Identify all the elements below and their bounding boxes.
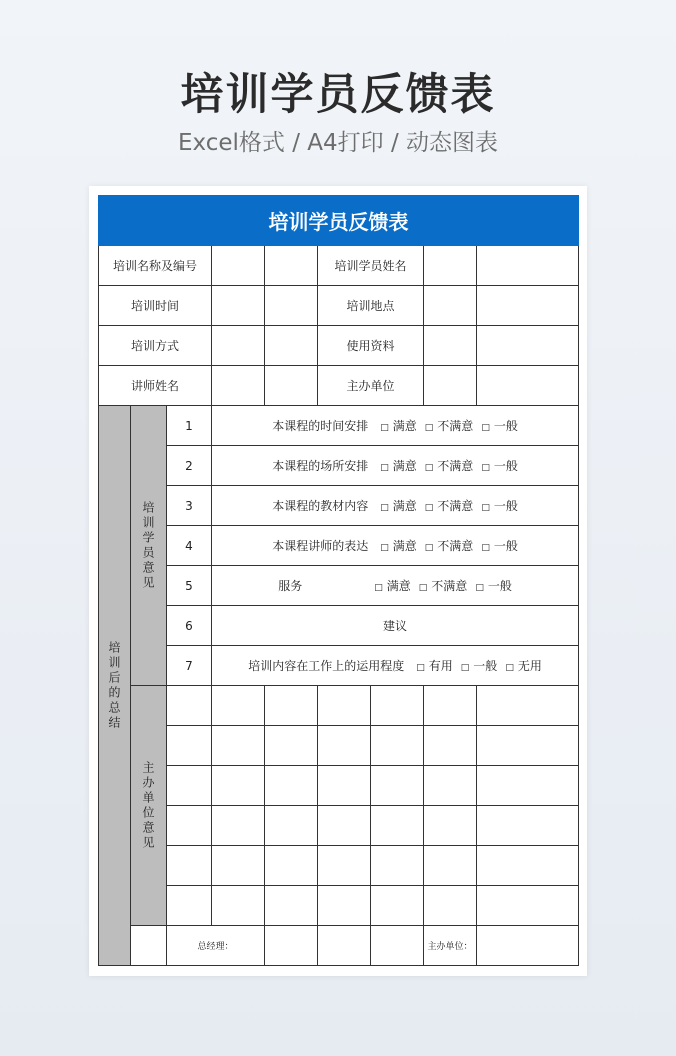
- checkbox-label: 一般: [493, 539, 518, 553]
- checkbox-label: 满意: [386, 579, 411, 593]
- info-value-field[interactable]: [265, 246, 318, 286]
- info-row: [99, 366, 579, 406]
- organizer-opinion-row: [99, 726, 579, 766]
- info-label: 培训名称及编号: [99, 246, 212, 286]
- info-value-field[interactable]: [212, 366, 265, 406]
- opinion-cell[interactable]: [477, 766, 579, 806]
- checkbox[interactable]: □: [374, 583, 383, 593]
- info-value-field[interactable]: [424, 246, 477, 286]
- checkbox[interactable]: □: [416, 663, 425, 673]
- opinion-cell[interactable]: [424, 686, 477, 726]
- checkbox-label: 满意: [392, 459, 417, 473]
- opinion-cell[interactable]: [167, 846, 212, 886]
- page-subtitle: Excel格式 / A4打印 / 动态图表: [177, 130, 499, 156]
- opinion-cell[interactable]: [424, 726, 477, 766]
- page-title: 培训学员反馈表: [180, 70, 496, 120]
- opinion-cell[interactable]: [265, 686, 318, 726]
- checkbox[interactable]: □: [380, 543, 389, 553]
- checkbox[interactable]: □: [424, 503, 434, 513]
- info-value-field[interactable]: [212, 286, 265, 326]
- info-value-field[interactable]: [212, 246, 265, 286]
- opinion-cell[interactable]: [371, 766, 424, 806]
- organizer-opinion-row: [99, 766, 579, 806]
- checkbox[interactable]: □: [481, 423, 490, 433]
- organizer-label: 主办单位：: [424, 926, 477, 966]
- info-value-field[interactable]: [212, 326, 265, 366]
- opinion-cell[interactable]: [212, 686, 265, 726]
- opinion-cell[interactable]: [167, 686, 212, 726]
- opinion-cell[interactable]: [424, 886, 477, 926]
- question-text: 建议: [383, 619, 408, 633]
- info-row: [99, 326, 579, 366]
- checkbox-label: 有用: [428, 659, 453, 673]
- checkbox-label: 一般: [493, 499, 518, 513]
- checkbox[interactable]: □: [475, 583, 484, 593]
- question-cell: [212, 486, 579, 526]
- opinion-cell[interactable]: [318, 726, 371, 766]
- info-value-field[interactable]: [477, 366, 579, 406]
- opinion-cell[interactable]: [167, 886, 212, 926]
- checkbox[interactable]: □: [380, 503, 389, 513]
- question-number: 4: [167, 526, 212, 566]
- organizer-opinion-row: [99, 886, 579, 926]
- question-cell: [212, 606, 579, 646]
- opinion-cell[interactable]: [265, 766, 318, 806]
- question-number: 7: [167, 646, 212, 686]
- page-header: [0, 0, 676, 158]
- summary-label: 培训后的总结: [99, 406, 131, 966]
- checkbox[interactable]: □: [424, 423, 434, 433]
- checkbox-label: 不满意: [437, 459, 474, 473]
- opinion-cell[interactable]: [424, 846, 477, 886]
- checkbox-label: 一般: [473, 659, 498, 673]
- manager-signature-field[interactable]: [371, 926, 424, 966]
- checkbox[interactable]: □: [380, 423, 389, 433]
- question-text: 服务: [278, 579, 303, 593]
- signature-blank: [131, 926, 167, 966]
- question-text: 培训内容在工作上的运用程度: [248, 659, 405, 673]
- manager-signature-field[interactable]: [318, 926, 371, 966]
- info-value-field[interactable]: [265, 286, 318, 326]
- info-label: 培训学员姓名: [318, 246, 424, 286]
- checkbox[interactable]: □: [418, 583, 428, 593]
- info-value-field[interactable]: [477, 326, 579, 366]
- opinion-cell[interactable]: [371, 846, 424, 886]
- form-title: 培训学员反馈表: [99, 196, 579, 246]
- checkbox-label: 不满意: [437, 499, 474, 513]
- question-number: 3: [167, 486, 212, 526]
- info-value-field[interactable]: [265, 326, 318, 366]
- checkbox[interactable]: □: [481, 463, 490, 473]
- question-number: 2: [167, 446, 212, 486]
- question-cell: [212, 646, 579, 686]
- opinion-cell[interactable]: [371, 806, 424, 846]
- opinion-cell[interactable]: [477, 846, 579, 886]
- question-cell: [212, 446, 579, 486]
- info-value-field[interactable]: [424, 286, 477, 326]
- checkbox-label: 满意: [392, 539, 417, 553]
- manager-signature-field[interactable]: [265, 926, 318, 966]
- checkbox-label: 无用: [517, 659, 542, 673]
- opinion-cell[interactable]: [371, 686, 424, 726]
- question-text: 本课程讲师的表达: [272, 539, 369, 553]
- feedback-table: [98, 195, 579, 966]
- question-row: [99, 646, 579, 686]
- opinion-cell[interactable]: [318, 846, 371, 886]
- info-label: 培训地点: [318, 286, 424, 326]
- signature-row: [99, 926, 579, 966]
- opinion-cell[interactable]: [167, 726, 212, 766]
- form-sheet: [89, 186, 587, 976]
- question-cell: [212, 406, 579, 446]
- opinion-cell[interactable]: [424, 806, 477, 846]
- question-text: 本课程的场所安排: [272, 459, 369, 473]
- checkbox[interactable]: □: [460, 663, 470, 673]
- question-text: 本课程的教材内容: [272, 499, 369, 513]
- opinion-cell[interactable]: [477, 726, 579, 766]
- info-label: 主办单位: [318, 366, 424, 406]
- question-number: 1: [167, 406, 212, 446]
- opinion-cell[interactable]: [212, 726, 265, 766]
- opinion-cell[interactable]: [477, 806, 579, 846]
- organizer-signature-field[interactable]: [477, 926, 579, 966]
- info-value-field[interactable]: [477, 246, 579, 286]
- opinion-cell[interactable]: [212, 886, 265, 926]
- opinion-cell[interactable]: [167, 806, 212, 846]
- opinion-cell[interactable]: [212, 766, 265, 806]
- checkbox-label: 不满意: [437, 539, 474, 553]
- info-row: [99, 246, 579, 286]
- info-row: [99, 286, 579, 326]
- checkbox[interactable]: □: [380, 463, 389, 473]
- checkbox[interactable]: □: [481, 503, 490, 513]
- opinion-cell[interactable]: [265, 726, 318, 766]
- organizer-opinion-row: [99, 846, 579, 886]
- opinion-cell[interactable]: [265, 846, 318, 886]
- question-row: [99, 406, 579, 446]
- info-label: 培训时间: [99, 286, 212, 326]
- student-opinion-label: 培训学员意见: [131, 406, 167, 686]
- opinion-cell[interactable]: [212, 846, 265, 886]
- checkbox-label: 一般: [493, 459, 518, 473]
- opinion-cell[interactable]: [371, 726, 424, 766]
- checkbox-label: 不满意: [431, 579, 468, 593]
- info-value-field[interactable]: [477, 286, 579, 326]
- checkbox-label: 不满意: [437, 419, 474, 433]
- opinion-cell[interactable]: [477, 886, 579, 926]
- question-row: [99, 486, 579, 526]
- opinion-cell[interactable]: [424, 766, 477, 806]
- question-cell: [212, 526, 579, 566]
- checkbox[interactable]: □: [481, 543, 490, 553]
- opinion-cell[interactable]: [318, 806, 371, 846]
- checkbox-label: 满意: [392, 419, 417, 433]
- question-row: [99, 566, 579, 606]
- info-label: 讲师姓名: [99, 366, 212, 406]
- organizer-opinion-row: [99, 806, 579, 846]
- opinion-cell[interactable]: [477, 686, 579, 726]
- organizer-opinion-row: [99, 686, 579, 726]
- checkbox[interactable]: □: [424, 463, 434, 473]
- question-number: 6: [167, 606, 212, 646]
- info-value-field[interactable]: [265, 366, 318, 406]
- opinion-cell[interactable]: [265, 806, 318, 846]
- info-label: 培训方式: [99, 326, 212, 366]
- organizer-opinion-label: 主办单位意见: [131, 686, 167, 926]
- question-text: 本课程的时间安排: [272, 419, 369, 433]
- question-row: [99, 446, 579, 486]
- checkbox[interactable]: □: [505, 663, 514, 673]
- opinion-cell[interactable]: [318, 886, 371, 926]
- info-value-field[interactable]: [424, 366, 477, 406]
- question-row: [99, 526, 579, 566]
- checkbox-label: 一般: [487, 579, 512, 593]
- info-value-field[interactable]: [424, 326, 477, 366]
- manager-label: 总经理：: [167, 926, 265, 966]
- checkbox-label: 满意: [392, 499, 417, 513]
- question-number: 5: [167, 566, 212, 606]
- opinion-cell[interactable]: [167, 766, 212, 806]
- opinion-cell[interactable]: [318, 766, 371, 806]
- question-cell: [212, 566, 579, 606]
- info-label: 使用资料: [318, 326, 424, 366]
- checkbox[interactable]: □: [424, 543, 434, 553]
- question-row: [99, 606, 579, 646]
- opinion-cell[interactable]: [265, 886, 318, 926]
- form-title-row: [99, 196, 579, 246]
- opinion-cell[interactable]: [212, 806, 265, 846]
- opinion-cell[interactable]: [371, 886, 424, 926]
- checkbox-label: 一般: [493, 419, 518, 433]
- opinion-cell[interactable]: [318, 686, 371, 726]
